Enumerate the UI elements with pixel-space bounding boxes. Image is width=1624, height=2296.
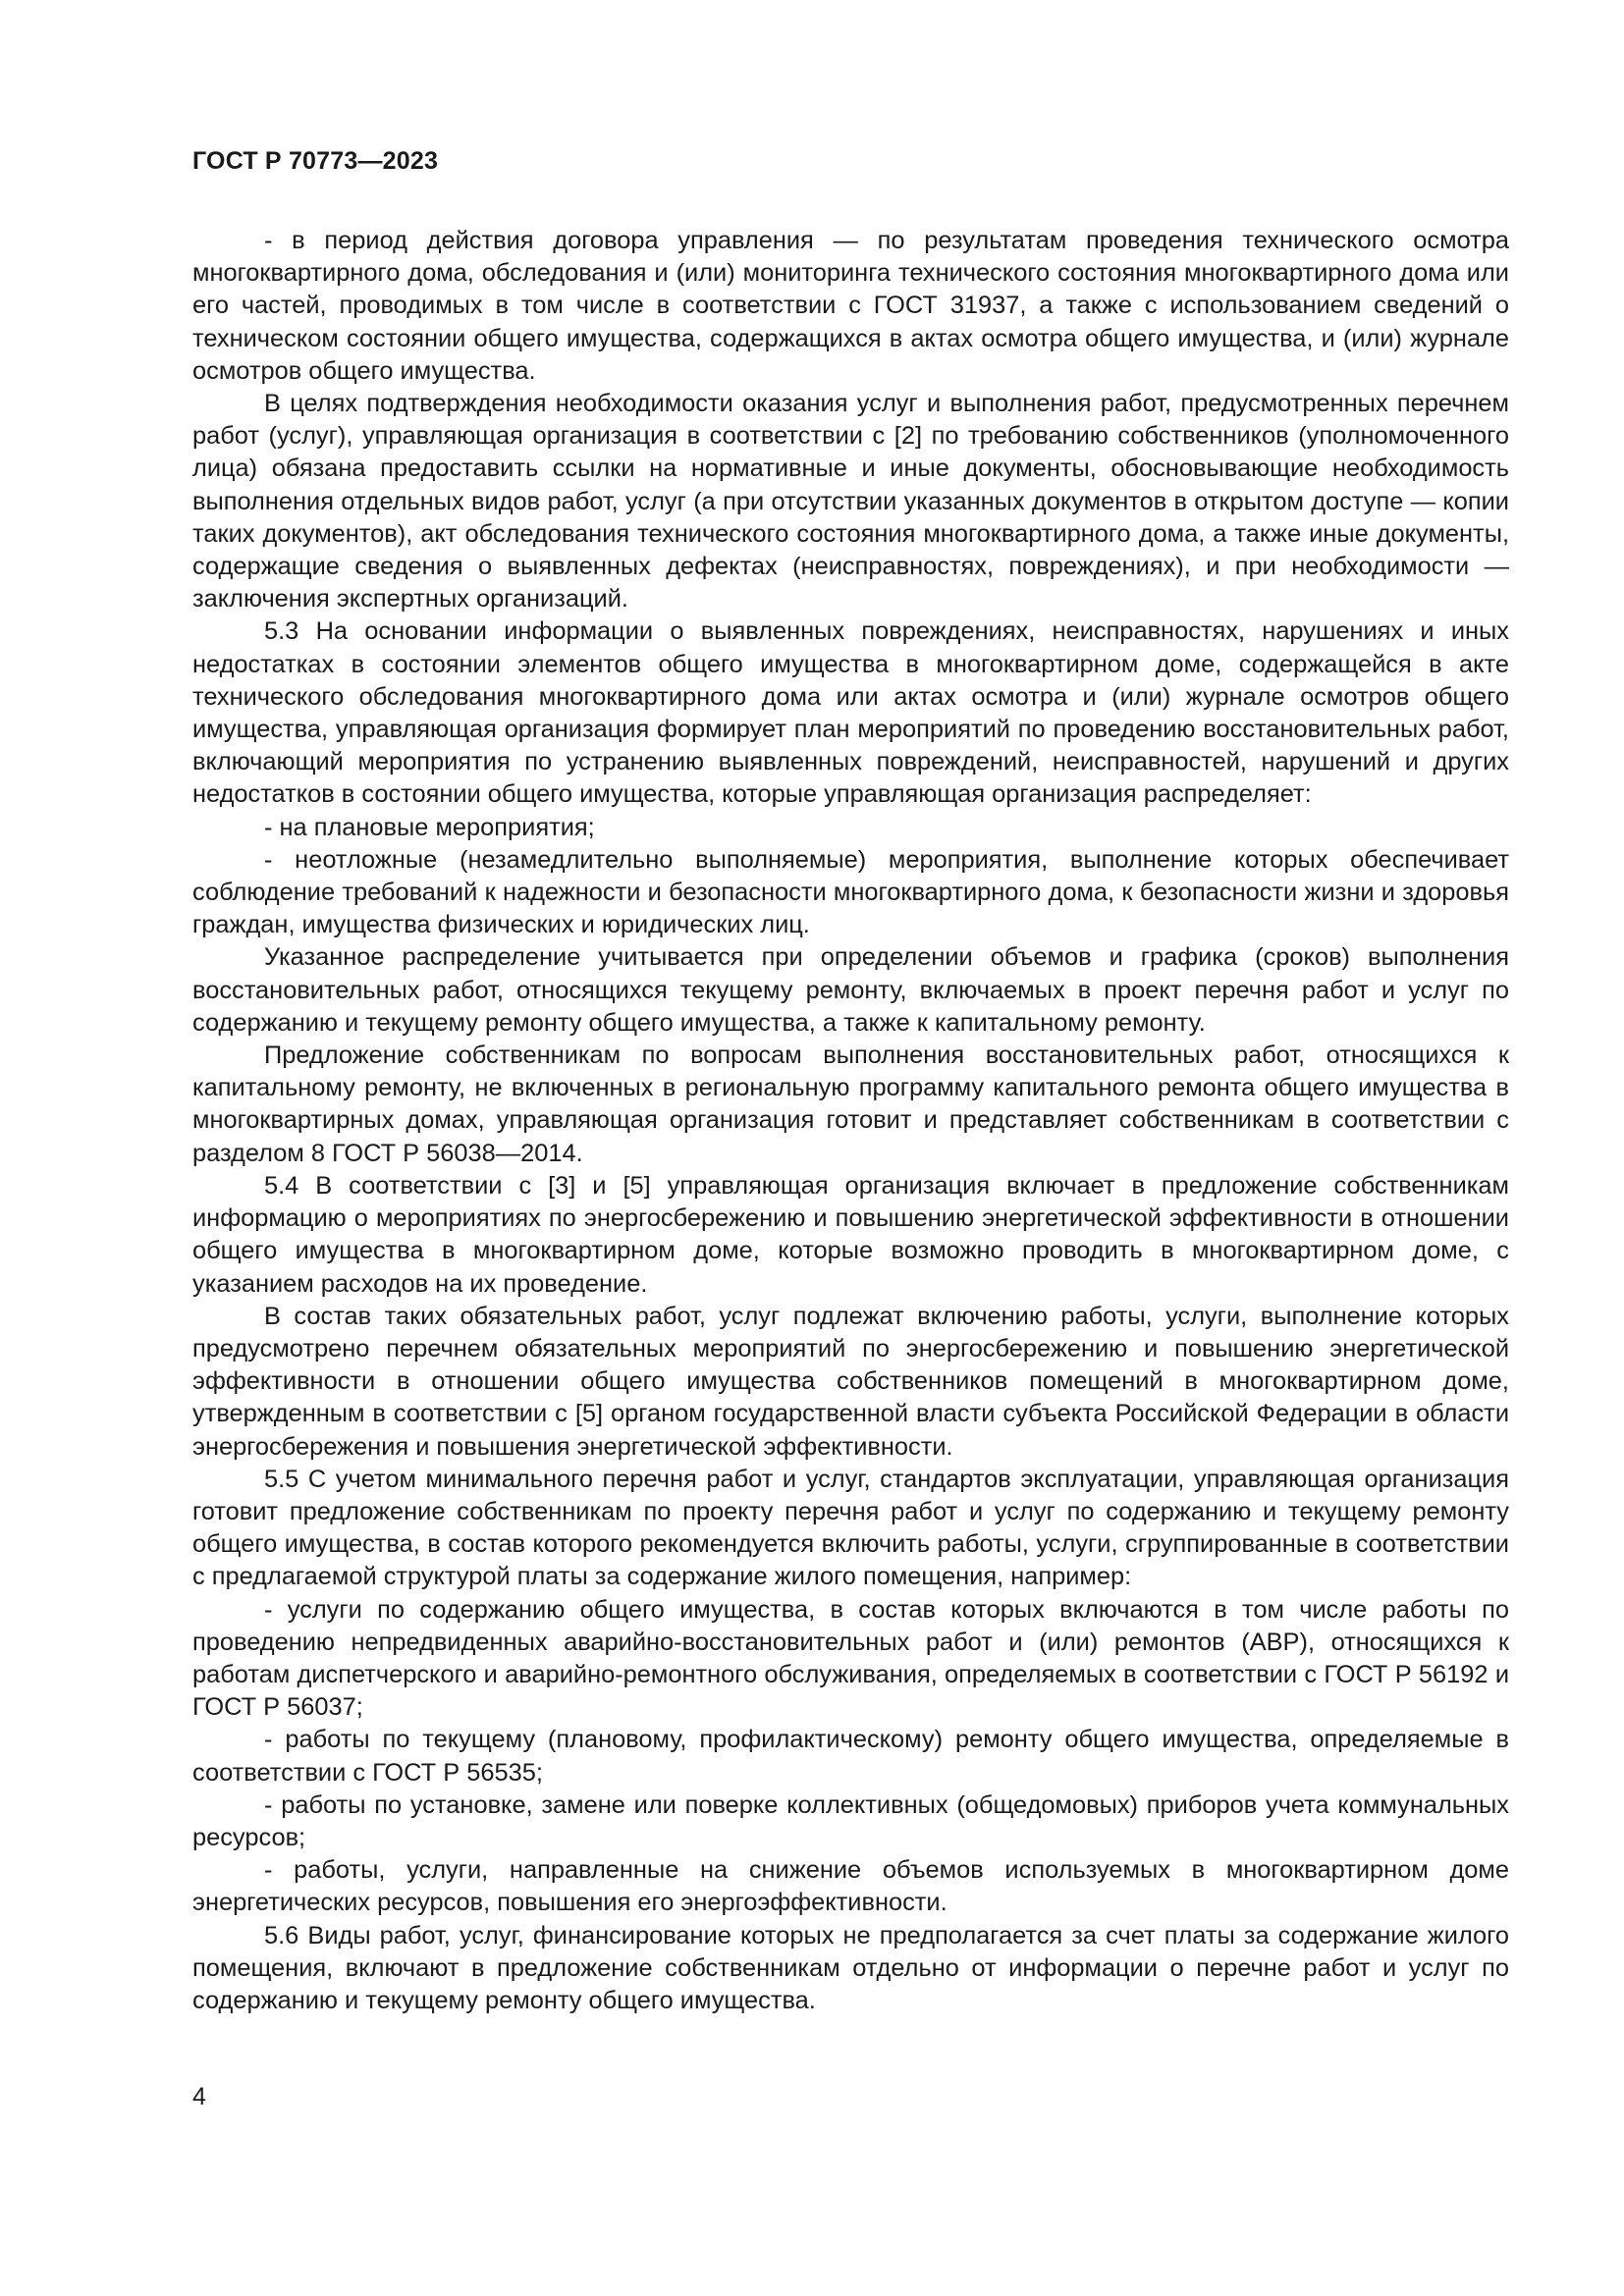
page-number: 4 [192,2083,206,2110]
document-header: ГОСТ Р 70773—2023 [192,147,439,175]
paragraph-5-3: 5.3 На основании информации о выявленных повреждениях, неисправностях, нарушениях и иных недостатках в состоянии элементов общего имущества в многоквартирном доме, содержащейся в акте технического обследования многоквартирного дома или актах осмотра и (или) журнале осмотров общего имущества, управляющая организация формирует план мероприятий по проведению восстановительных работ, включающий мероприятия по устранению выявленных повреждений, неисправностей, нарушений и других недостатков в состоянии общего имущества, которые управляющая организация распределяет: [192,617,1509,809]
paragraph-confirmation-need: В целях подтверждения необходимости оказания услуг и выполнения работ, предусмотренных перечнем работ (услуг), управляющая организация в соответствии с [2] по требованию собственников (уполномоченного лица) обязана предоставить ссылки на нормативные и иные документы, обосновывающие необходимость выполнения отдельных видов работ, услуг (а при отсутствии указанных документов в открытом доступе — копии таких документов), акт обследования технического состояния многоквартирного дома, а также иные документы, содержащие сведения о выявленных дефектах (неисправностях, повреждениях), и при необходимости — заключения экспертных организаций. [192,390,1509,614]
list-item-metering: - работы по установке, замене или поверке коллективных (общедомовых) приборов учета коммунальных ресурсов; [192,1790,1509,1851]
paragraph-capital-repair: Предложение собственникам по вопросам выполнения восстановительных работ, относящихся к капитальному ремонту, не включенных в региональную программу капитального ремонта общего имущества в многоквартирных домах, управляющая организация готовит и представляет собственникам в соответствии с разделом 8 ГОСТ Р 56038—2014. [192,1041,1509,1167]
list-item-energy: - работы, услуги, направленные на снижение объемов используемых в многоквартирном доме энергетических ресурсов, повышения его энергоэффективности. [192,1856,1509,1917]
list-item-maintenance: - услуги по содержанию общего имущества, в состав которых включаются в том числе работы по проведению непредвиденных аварийно-восстановительных работ и (или) ремонтов (АВР), относящихся к работам диспетчерского и аварийно-ремонтного обслуживания, определяемых в соответствии с ГОСТ Р 56192 и ГОСТ Р 56037; [192,1595,1509,1722]
paragraph-period-contract: - в период действия договора управления — по результатам проведения технического осмотра многоквартирного дома, обследования и (или) мониторинга технического состояния многоквартирного дома или его частей, проводимых в том числе в соответствии с ГОСТ 31937, а также с использованием сведений о техническом состоянии общего имущества, содержащихся в актах осмотра общего имущества, и (или) журнале осмотров общего имущества. [192,227,1509,385]
list-item-current-repair: - работы по текущему (плановому, профилактическому) ремонту общего имущества, определяемые в соответствии с ГОСТ Р 56535; [192,1726,1509,1787]
paragraph-5-4: 5.4 В соответствии с [3] и [5] управляющая организация включает в предложение собственникам информацию о мероприятиях по энергосбережению и повышению энергетической эффективности в отношении общего имущества в многоквартирном доме, которые возможно проводить в многоквартирном доме, с указанием расходов на их проведение. [192,1171,1509,1298]
paragraph-mandatory-works: В состав таких обязательных работ, услуг подлежат включению работы, услуги, выполнение которых предусмотрено перечнем обязательных мероприятий по энергосбережению и повышению энергетической эффективности в отношении общего имущества собственников помещений в многоквартирном доме, утвержденным в соответствии с [5] органом государственной власти субъекта Российской Федерации в области энергосбережения и повышения энергетической эффективности. [192,1302,1509,1461]
list-item-planned: - на плановые мероприятия; [264,813,595,841]
paragraph-5-6: 5.6 Виды работ, услуг, финансирование которых не предполагается за счет платы за содержание жилого помещения, включают в предложение собственникам отдельно от информации о перечне работ и услуг по содержанию и текущему ремонту общего имущества. [192,1921,1509,2014]
list-item-urgent: - неотложные (незамедлительно выполняемые) мероприятия, выполнение которых обеспечивает соблюдение требований к надежности и безопасности многоквартирного дома, к безопасности жизни и здоровья граждан, имущества физических и юридических лиц. [192,845,1509,939]
paragraph-5-5: 5.5 С учетом минимального перечня работ и услуг, стандартов эксплуатации, управляющая организация готовит предложение собственникам по проекту перечня работ и услуг по содержанию и текущему ремонту общего имущества, в состав которого рекомендуется включить работы, услуги, сгруппированные в соответствии с предлагаемой структурой платы за содержание жилого помещения, например: [192,1465,1509,1591]
paragraph-distribution: Указанное распределение учитывается при определении объемов и графика (сроков) выполнения восстановительных работ, относящихся текущему ремонту, включаемых в проект перечня работ и услуг по содержанию и текущему ремонту общего имущества, а также к капитальному ремонту. [192,943,1509,1037]
document-body [192,225,1509,2017]
